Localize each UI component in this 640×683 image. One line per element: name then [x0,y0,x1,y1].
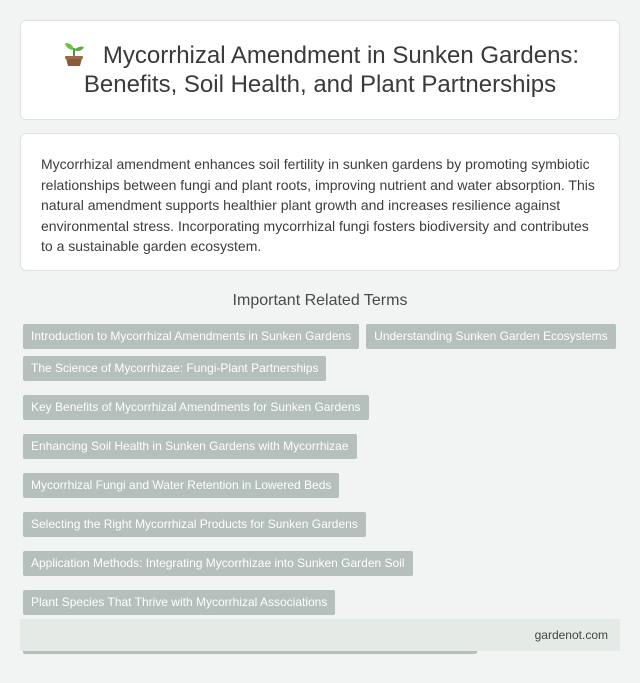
related-term-tag[interactable]: The Science of Mycorrhizae: Fungi-Plant Partnerships [23,356,326,381]
related-term-tag[interactable]: Application Methods: Integrating Mycorrhizae into Sunken Garden Soil [23,551,413,576]
title-line-1: Mycorrhizal Amendment in Sunken Gardens: [102,42,580,69]
related-term-tag[interactable]: Mycorrhizal Fungi and Water Retention in Lowered Beds [23,473,339,498]
related-term-tag[interactable]: Introduction to Mycorrhizal Amendments in Sunken Gardens [23,324,359,349]
related-term-tag[interactable]: Selecting the Right Mycorrhizal Products for Sunken Gardens [23,512,366,537]
related-terms-heading: Important Related Terms [232,292,408,309]
footer [20,619,620,651]
seedling-icon [61,41,87,67]
footer-site-link[interactable]: gardenot.com [534,628,608,642]
title-line-2: Benefits, Soil Health, and Plant Partnerships [83,71,557,98]
related-term-tag[interactable]: Key Benefits of Mycorrhizal Amendments for Sunken Gardens [23,395,369,420]
page-title [61,41,579,99]
summary-text: Mycorrhizal amendment enhances soil fertility in sunken gardens by promoting symbiotic relationships between fungi and plant roots, improving nutrient and water absorption. This natural amendment supports healthier plant growth and increases resilience against environmental stress. Incorporating mycorrhizal fungi fosters biodiversity and contributes to a sustainable garden ecosystem. [41,156,595,254]
related-term-tag[interactable]: Plant Species That Thrive with Mycorrhizal Associations [23,590,335,615]
related-term-tag[interactable]: Enhancing Soil Health in Sunken Gardens with Mycorrhizae [23,434,357,459]
summary-card [20,133,620,271]
title-card [20,20,620,120]
related-term-tag[interactable]: Understanding Sunken Garden Ecosystems [366,324,615,349]
related-terms-list [23,324,623,654]
